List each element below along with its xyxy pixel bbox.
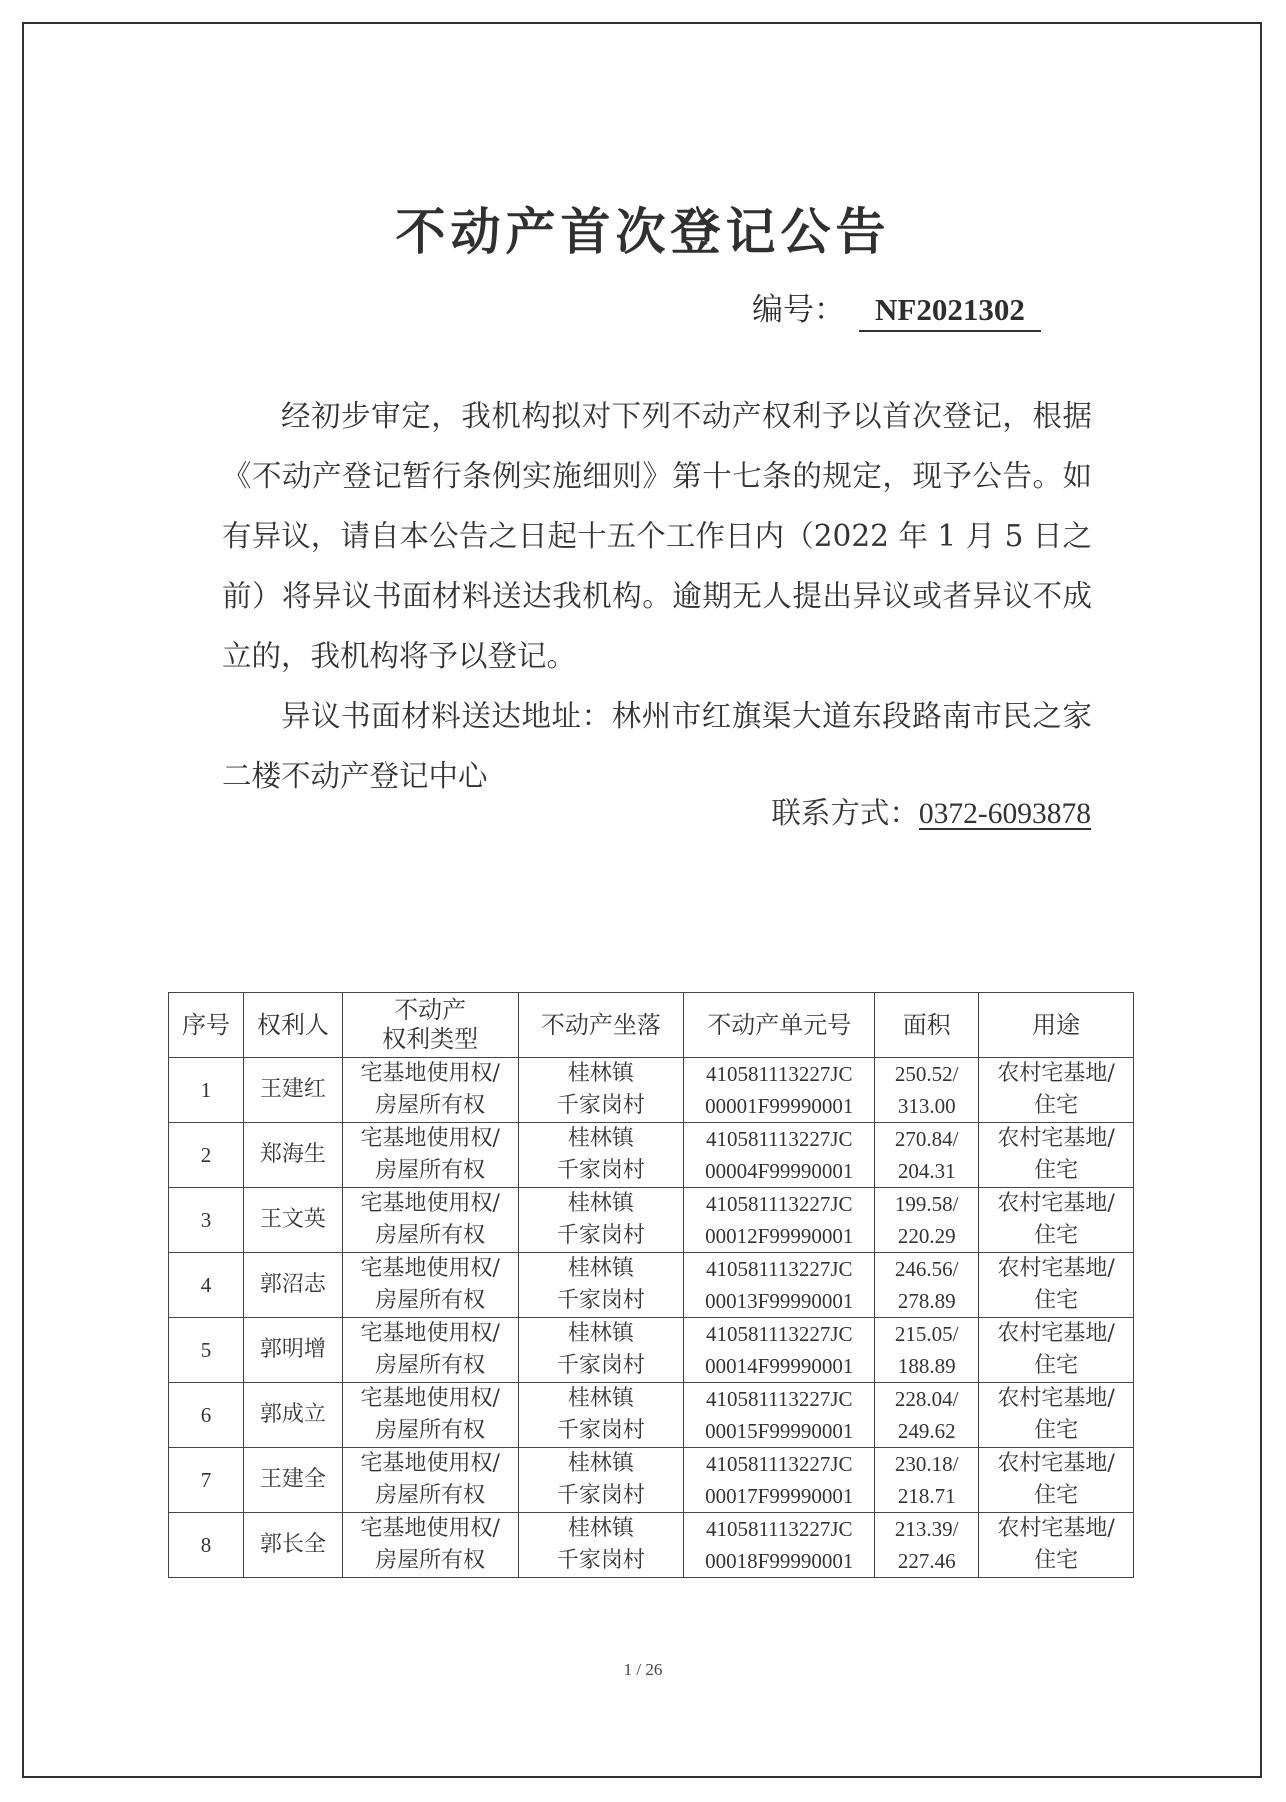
owner-cell: 郭沼志 bbox=[243, 1253, 342, 1318]
area-cell: 270.84/ 204.31 bbox=[875, 1123, 979, 1188]
location-cell: 桂林镇 千家岗村 bbox=[518, 1188, 684, 1253]
table-row bbox=[169, 1188, 1134, 1253]
seq-cell: 6 bbox=[169, 1383, 244, 1448]
owner-cell: 王建红 bbox=[243, 1058, 342, 1123]
header-usage: 用途 bbox=[979, 993, 1134, 1058]
unit-number-cell: 410581113227JC 00004F99990001 bbox=[684, 1123, 875, 1188]
table-row bbox=[169, 1448, 1134, 1513]
header-owner: 权利人 bbox=[243, 993, 342, 1058]
right-type-cell: 宅基地使用权/ 房屋所有权 bbox=[342, 1513, 518, 1578]
seq-cell: 7 bbox=[169, 1448, 244, 1513]
owner-cell: 郭成立 bbox=[243, 1383, 342, 1448]
right-type-cell: 宅基地使用权/ 房屋所有权 bbox=[342, 1448, 518, 1513]
table-row bbox=[169, 1513, 1134, 1578]
document-title: 不动产首次登记公告 bbox=[395, 203, 891, 261]
area-cell: 199.58/ 220.29 bbox=[875, 1188, 979, 1253]
area-cell: 250.52/ 313.00 bbox=[875, 1058, 979, 1123]
right-type-cell: 宅基地使用权/ 房屋所有权 bbox=[342, 1253, 518, 1318]
unit-number-cell: 410581113227JC 00018F99990001 bbox=[684, 1513, 875, 1578]
table-row bbox=[169, 1058, 1134, 1123]
unit-number-cell: 410581113227JC 00015F99990001 bbox=[684, 1383, 875, 1448]
owner-cell: 王建全 bbox=[243, 1448, 342, 1513]
usage-cell: 农村宅基地/ 住宅 bbox=[979, 1188, 1134, 1253]
header-right-type: 不动产 权利类型 bbox=[342, 993, 518, 1058]
notice-paragraph-1: 经初步审定，我机构拟对下列不动产权利予以首次登记，根据《不动产登记暂行条例实施细则》第十七条的规定，现予公告。如有异议，请自本公告之日起十五个工作日内（2022 年 1 月 5 日之前）将异议书面材料送达我机构。逾期无人提出异议或者异议不成立的，我机构将予以登记。 bbox=[222, 399, 1092, 673]
notice-body bbox=[222, 386, 1092, 806]
usage-cell: 农村宅基地/ 住宅 bbox=[979, 1383, 1134, 1448]
area-cell: 215.05/ 188.89 bbox=[875, 1318, 979, 1383]
location-cell: 桂林镇 千家岗村 bbox=[518, 1058, 684, 1123]
seq-cell: 3 bbox=[169, 1188, 244, 1253]
location-cell: 桂林镇 千家岗村 bbox=[518, 1253, 684, 1318]
unit-number-cell: 410581113227JC 00017F99990001 bbox=[684, 1448, 875, 1513]
usage-cell: 农村宅基地/ 住宅 bbox=[979, 1513, 1134, 1578]
right-type-cell: 宅基地使用权/ 房屋所有权 bbox=[342, 1058, 518, 1123]
usage-cell: 农村宅基地/ 住宅 bbox=[979, 1318, 1134, 1383]
document-number-label: 编号： bbox=[752, 292, 845, 328]
location-cell: 桂林镇 千家岗村 bbox=[518, 1123, 684, 1188]
usage-cell: 农村宅基地/ 住宅 bbox=[979, 1123, 1134, 1188]
unit-number-cell: 410581113227JC 00013F99990001 bbox=[684, 1253, 875, 1318]
owner-cell: 王文英 bbox=[243, 1188, 342, 1253]
usage-cell: 农村宅基地/ 住宅 bbox=[979, 1253, 1134, 1318]
page-number: 1 / 26 bbox=[623, 1660, 663, 1679]
right-type-cell: 宅基地使用权/ 房屋所有权 bbox=[342, 1318, 518, 1383]
seq-cell: 1 bbox=[169, 1058, 244, 1123]
table-header-row bbox=[169, 993, 1134, 1058]
table-row bbox=[169, 1383, 1134, 1448]
location-cell: 桂林镇 千家岗村 bbox=[518, 1318, 684, 1383]
table-row bbox=[169, 1318, 1134, 1383]
owner-cell: 郭明增 bbox=[243, 1318, 342, 1383]
right-type-cell: 宅基地使用权/ 房屋所有权 bbox=[342, 1188, 518, 1253]
owner-cell: 郭长全 bbox=[243, 1513, 342, 1578]
registration-table bbox=[168, 992, 1134, 1578]
location-cell: 桂林镇 千家岗村 bbox=[518, 1513, 684, 1578]
right-type-cell: 宅基地使用权/ 房屋所有权 bbox=[342, 1383, 518, 1448]
table-row bbox=[169, 1123, 1134, 1188]
seq-cell: 5 bbox=[169, 1318, 244, 1383]
table-row bbox=[169, 1253, 1134, 1318]
usage-cell: 农村宅基地/ 住宅 bbox=[979, 1058, 1134, 1123]
location-cell: 桂林镇 千家岗村 bbox=[518, 1383, 684, 1448]
document-number bbox=[752, 284, 1041, 332]
unit-number-cell: 410581113227JC 00001F99990001 bbox=[684, 1058, 875, 1123]
area-cell: 246.56/ 278.89 bbox=[875, 1253, 979, 1318]
header-seq: 序号 bbox=[169, 993, 244, 1058]
notice-paragraph-2: 异议书面材料送达地址：林州市红旗渠大道东段路南市民之家二楼不动产登记中心 bbox=[222, 699, 1092, 793]
header-unit-number: 不动产单元号 bbox=[684, 993, 875, 1058]
usage-cell: 农村宅基地/ 住宅 bbox=[979, 1448, 1134, 1513]
unit-number-cell: 410581113227JC 00014F99990001 bbox=[684, 1318, 875, 1383]
contact-phone: 0372-6093878 bbox=[918, 798, 1091, 830]
area-cell: 230.18/ 218.71 bbox=[875, 1448, 979, 1513]
document-number-value: NF2021302 bbox=[859, 292, 1041, 332]
location-cell: 桂林镇 千家岗村 bbox=[518, 1448, 684, 1513]
area-cell: 228.04/ 249.62 bbox=[875, 1383, 979, 1448]
right-type-cell: 宅基地使用权/ 房屋所有权 bbox=[342, 1123, 518, 1188]
header-area: 面积 bbox=[875, 993, 979, 1058]
seq-cell: 2 bbox=[169, 1123, 244, 1188]
contact-line bbox=[771, 790, 1091, 832]
table-body bbox=[169, 1058, 1134, 1578]
unit-number-cell: 410581113227JC 00012F99990001 bbox=[684, 1188, 875, 1253]
seq-cell: 8 bbox=[169, 1513, 244, 1578]
owner-cell: 郑海生 bbox=[243, 1123, 342, 1188]
header-location: 不动产坐落 bbox=[518, 993, 684, 1058]
seq-cell: 4 bbox=[169, 1253, 244, 1318]
area-cell: 213.39/ 227.46 bbox=[875, 1513, 979, 1578]
contact-label: 联系方式： bbox=[771, 796, 919, 830]
